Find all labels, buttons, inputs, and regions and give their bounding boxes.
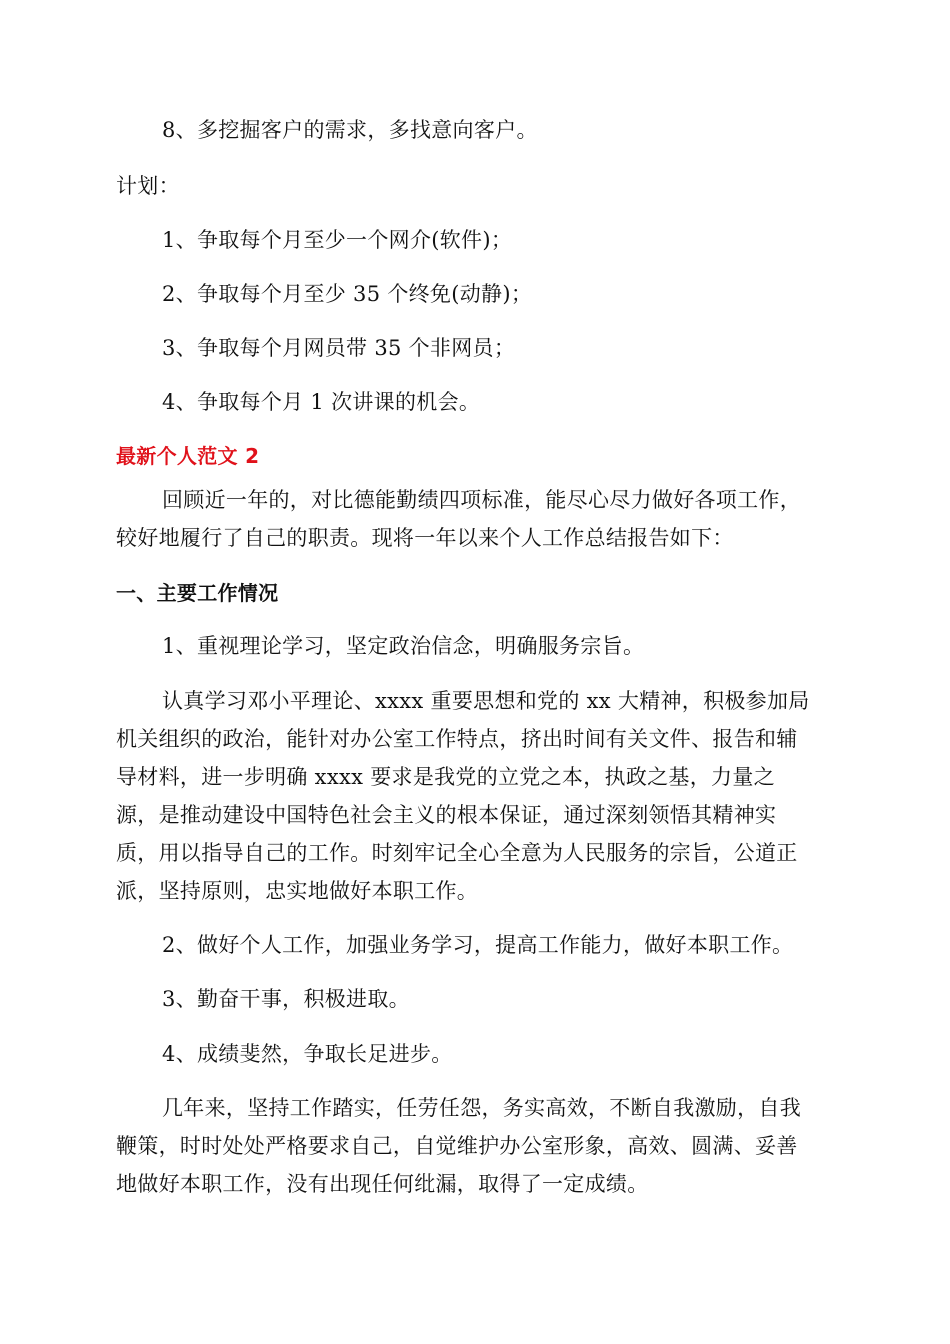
paragraph-line: 导材料，进一步明确 xxxx 要求是我党的立党之本，执政之基，力量之: [116, 765, 775, 789]
list-item: 8、多挖掘客户的需求，多找意向客户。: [162, 118, 538, 142]
paragraph-line: 回顾近一年的，对比德能勤绩四项标准，能尽心尽力做好各项工作，: [162, 488, 801, 512]
paragraph-line: 较好地履行了自己的职责。现将一年以来个人工作总结报告如下：: [116, 526, 734, 550]
paragraph-line: 质，用以指导自己的工作。时刻牢记全心全意为人民服务的宗旨，公道正: [116, 841, 798, 865]
paragraph-line: 地做好本职工作，没有出现任何纰漏，取得了一定成绩。: [116, 1172, 649, 1196]
list-item: 3、勤奋干事，积极进取。: [162, 987, 410, 1011]
list-item: 2、做好个人工作，加强业务学习，提高工作能力，做好本职工作。: [162, 933, 794, 957]
plan-label: 计划：: [116, 174, 180, 198]
paragraph-line: 几年来，坚持工作踏实，任劳任怨，务实高效，不断自我激励，自我: [162, 1096, 801, 1120]
list-item: 1、重视理论学习，坚定政治信念，明确服务宗旨。: [162, 634, 645, 658]
list-item: 1、争取每个月至少一个网介(软件)；: [162, 228, 513, 252]
list-item: 2、争取每个月至少 35 个终免(动静)；: [162, 282, 533, 306]
paragraph-line: 鞭策，时时处处严格要求自己，自觉维护办公室形象，高效、圆满、妥善: [116, 1134, 798, 1158]
list-item: 4、成绩斐然，争取长足进步。: [162, 1042, 453, 1066]
paragraph-line: 认真学习邓小平理论、xxxx 重要思想和党的 xx 大精神，积极参加局: [162, 689, 810, 713]
list-item: 4、争取每个月 1 次讲课的机会。: [162, 390, 481, 414]
list-item: 3、争取每个月网员带 35 个非网员；: [162, 336, 516, 360]
paragraph-line: 机关组织的政治，能针对办公室工作特点，挤出时间有关文件、报告和辅: [116, 727, 798, 751]
subsection-heading: 一、主要工作情况: [116, 581, 279, 605]
paragraph-line: 源，是推动建设中国特色社会主义的根本保证，通过深刻领悟其精神实: [116, 803, 777, 827]
paragraph-line: 派，坚持原则，忠实地做好本职工作。: [116, 879, 479, 903]
section-title: 最新个人范文 2: [116, 444, 260, 468]
